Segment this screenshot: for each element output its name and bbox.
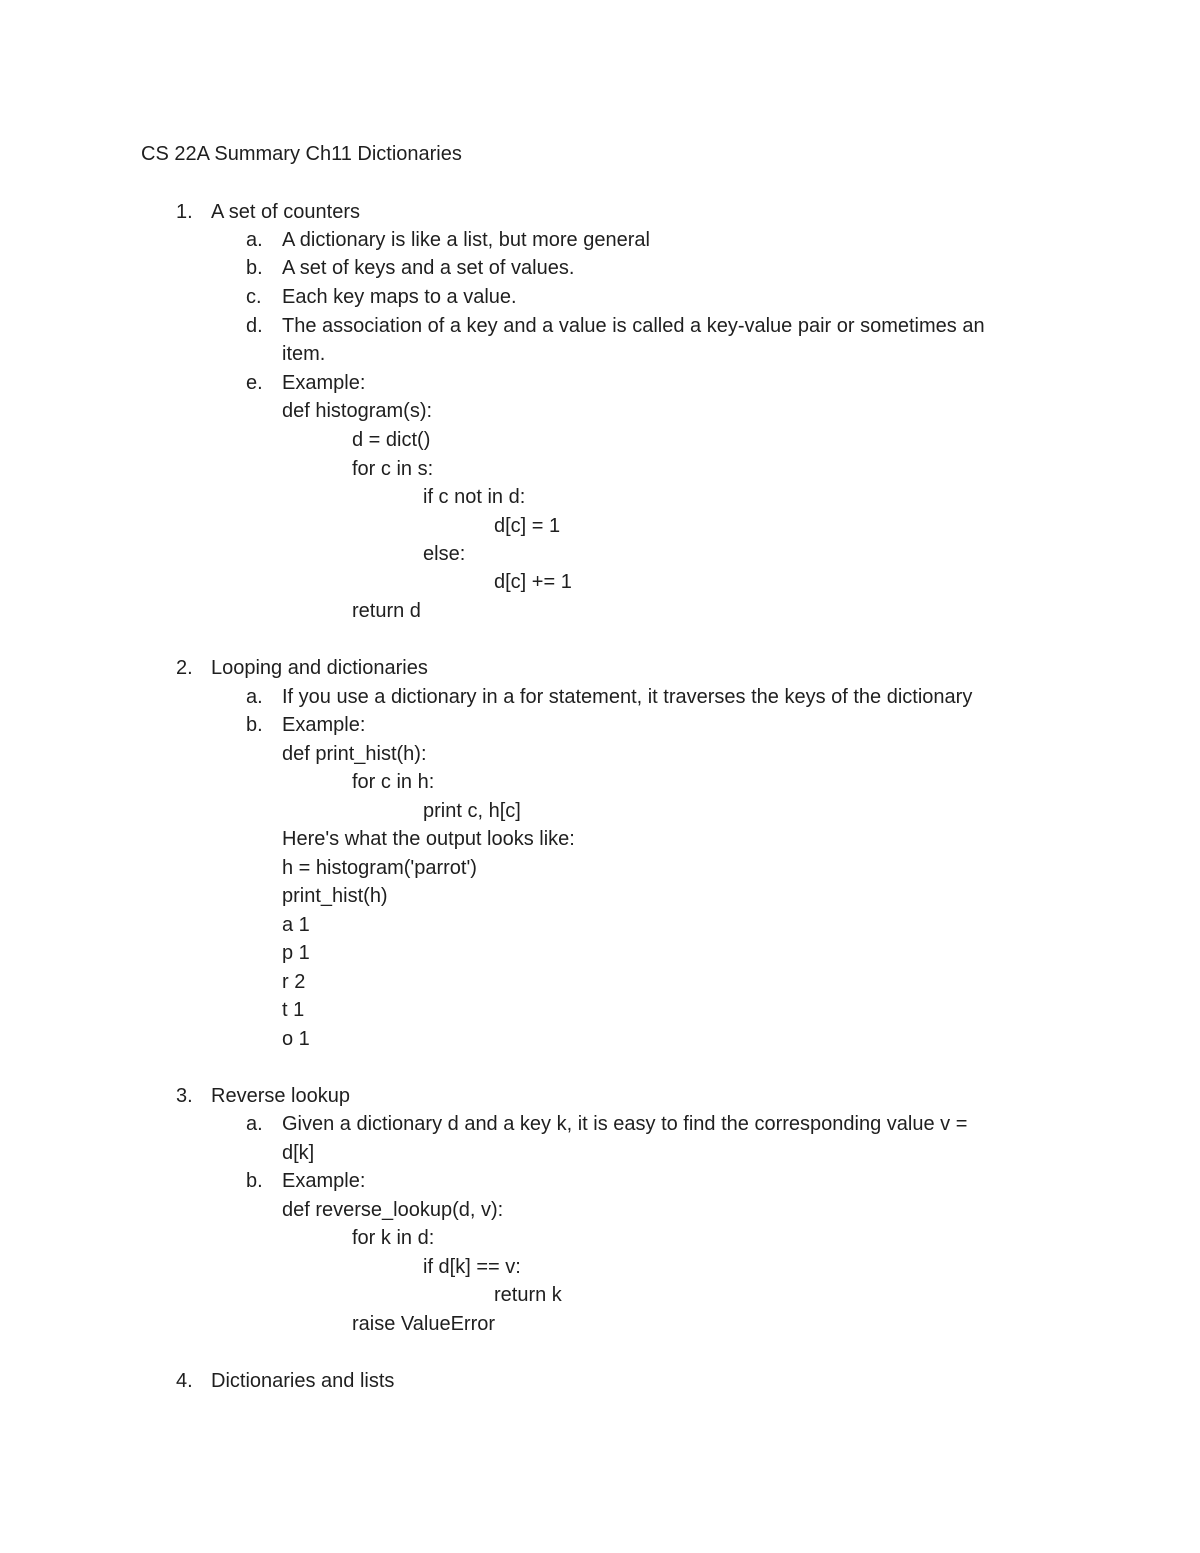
code-line: return k xyxy=(494,1284,562,1306)
code-line: h = histogram('parrot') xyxy=(282,857,477,879)
code-line: def print_hist(h): xyxy=(282,743,427,765)
item-text: A set of keys and a set of values. xyxy=(282,257,575,279)
code-line: if c not in d: xyxy=(423,486,526,508)
item-text: Given a dictionary d and a key k, it is easy to find the corresponding value v = xyxy=(282,1113,968,1135)
code-line: for k in d: xyxy=(352,1227,435,1249)
section-number: 1. xyxy=(176,201,193,223)
document-title: CS 22A Summary Ch11 Dictionaries xyxy=(141,143,462,165)
item-letter: a. xyxy=(246,686,263,708)
code-line: d[c] = 1 xyxy=(494,515,561,537)
code-line: o 1 xyxy=(282,1028,310,1050)
code-line: d[c] += 1 xyxy=(494,571,572,593)
section-number: 2. xyxy=(176,657,193,679)
item-text: Example: xyxy=(282,1170,366,1192)
item-text: A dictionary is like a list, but more general xyxy=(282,229,650,251)
code-line: def histogram(s): xyxy=(282,400,433,422)
code-line: for c in s: xyxy=(352,458,434,480)
item-text-continuation: d[k] xyxy=(282,1142,315,1164)
item-text: Example: xyxy=(282,372,366,394)
code-line: else: xyxy=(423,543,466,565)
section-heading: A set of counters xyxy=(211,201,360,223)
item-text-continuation: item. xyxy=(282,343,326,365)
section-number: 3. xyxy=(176,1085,193,1107)
item-letter: a. xyxy=(246,229,263,251)
item-text: The association of a key and a value is called a key-value pair or sometimes an xyxy=(282,315,985,337)
code-line: r 2 xyxy=(282,971,306,993)
section-heading: Reverse lookup xyxy=(211,1085,350,1107)
item-letter: b. xyxy=(246,1170,263,1192)
code-line: raise ValueError xyxy=(352,1313,496,1335)
code-line: Here's what the output looks like: xyxy=(282,828,575,850)
item-text: If you use a dictionary in a for statement, it traverses the keys of the dictionary xyxy=(282,686,973,708)
code-line: print c, h[c] xyxy=(423,800,521,822)
code-line: if d[k] == v: xyxy=(423,1256,521,1278)
item-letter: e. xyxy=(246,372,263,394)
code-line: return d xyxy=(352,600,421,622)
code-line: def reverse_lookup(d, v): xyxy=(282,1199,504,1221)
code-line: d = dict() xyxy=(352,429,431,451)
code-line: for c in h: xyxy=(352,771,435,793)
item-letter: b. xyxy=(246,257,263,279)
code-line: t 1 xyxy=(282,999,305,1021)
code-line: print_hist(h) xyxy=(282,885,388,907)
code-line: a 1 xyxy=(282,914,310,936)
item-letter: c. xyxy=(246,286,262,308)
code-line: p 1 xyxy=(282,942,310,964)
section-heading: Dictionaries and lists xyxy=(211,1370,395,1392)
item-text: Example: xyxy=(282,714,366,736)
section-number: 4. xyxy=(176,1370,193,1392)
item-text: Each key maps to a value. xyxy=(282,286,517,308)
item-letter: b. xyxy=(246,714,263,736)
item-letter: d. xyxy=(246,315,263,337)
section-heading: Looping and dictionaries xyxy=(211,657,428,679)
item-letter: a. xyxy=(246,1113,263,1135)
